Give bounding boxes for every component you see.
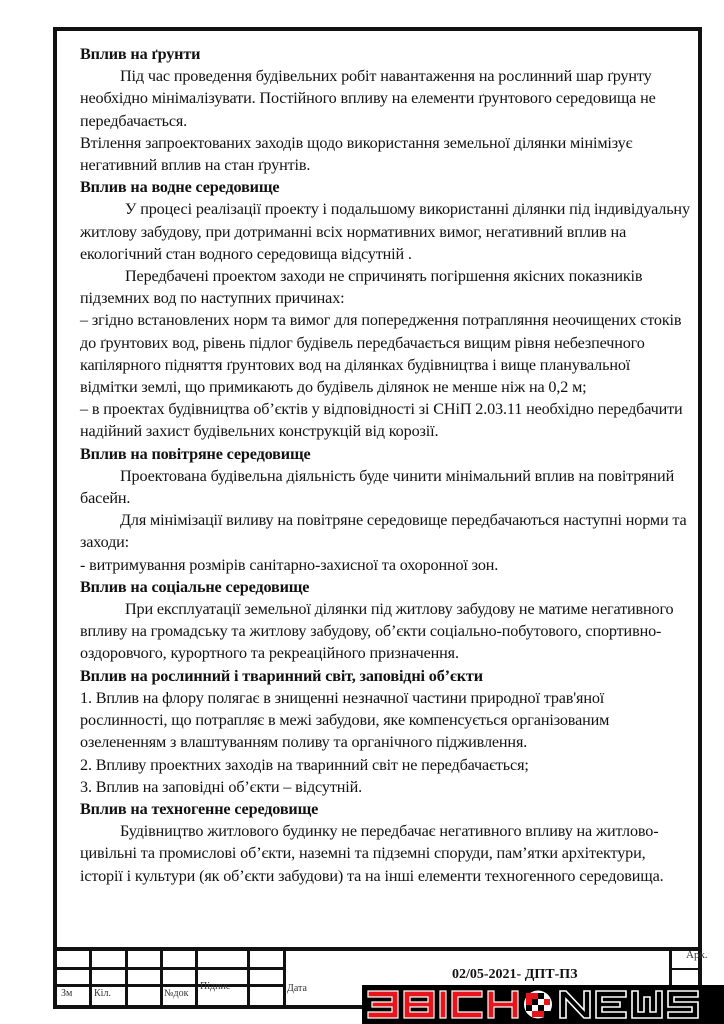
section-heading-technogenic: Вплив на техногенне середовище — [80, 799, 319, 818]
paragraph: Проектована будівельна діяльність буде чинити мінімальний вплив на повітряний басейн. — [80, 466, 675, 508]
label-change: Зм — [61, 988, 73, 999]
paragraph: Під час проведення будівельних робіт навантаження на рослинний шар ґрунту необхідно мінімалізувати. Постійного впливу на елементи ґрунтового середовища не передбачається. — [80, 67, 656, 130]
list-item: 3. Вплив на заповідні об’єкти – відсутній. — [80, 777, 363, 796]
title-block-divider — [247, 951, 250, 1005]
list-item: – згідно встановлених норм та вимог для попередження потрапляння неочищених стоків до ґрунтових вод, рівень підлог будівель передбачається вищим рівня небезпечного капілярного підняття ґрунтових вод на ділянках будівництва і вище планувальної відмітки землі, що примикають до будівель ділянок не менше ніж на 0,2 м; — [80, 311, 682, 397]
section-heading-water: Вплив на водне середовище — [80, 178, 280, 197]
label-date: Дата — [287, 983, 307, 994]
paragraph: Втілення запроектованих заходів щодо використання земельної ділянки мінімізує негативний вплив на стан ґрунтів. — [80, 133, 633, 175]
paragraph: Для мінімізації виливу на повітряне середовище передбачаються наступні норми та заходи: — [80, 511, 687, 552]
list-item: - витримування розмірів санітарно-захисної та охоронної зон. — [80, 555, 499, 574]
logo-letter-i — [440, 991, 446, 1018]
zvisno-news-logo — [362, 985, 724, 1024]
paragraph: При експлуатації земельної ділянки під житлову забудову не матиме негативного впливу на громадську та житлову забудову, об’єкти соціально-побутового, спортивно-оздоровчого, курортного та рекреаційного призначення. — [80, 600, 674, 663]
title-block-divider — [283, 951, 286, 1005]
title-block-row-line — [57, 967, 286, 970]
title-block-row-line — [669, 968, 702, 970]
list-item: – в проектах будівництва об’єктів у відповідності зі СНіП 2.03.11 необхідно передбачити надійний захист будівельних конструкцій від корозії. — [80, 400, 683, 441]
title-block-divider — [89, 951, 92, 1005]
paragraph: У процесі реалізації проекту і подальшому використанні ділянки під індивідуальну житлову забудову, при дотриманні всіх нормативних вимог, негативний вплив на екологічний стан водного середовища відсутній . — [80, 200, 690, 263]
logo-letter-v — [404, 991, 434, 1018]
title-block-divider — [160, 951, 163, 1005]
section-heading-soil: Вплив на ґрунти — [80, 45, 201, 63]
logo-checker-o — [524, 991, 552, 1019]
paragraph: Будівництво житлового будинку не передбачає негативного впливу на житлово-цивільні та промислові об’єкти, наземні та підземні споруди, пам’ятки архітектури, історії і культури (як об’єкти забудови) та на інші елементи техногенного середовища. — [80, 822, 664, 885]
paragraph: Передбачені проектом заходи не спричинять погіршення якісних показників підземних вод по наступних причинах: — [80, 267, 643, 308]
watermark-logo — [362, 985, 724, 1024]
label-signature: Підпис — [200, 981, 231, 992]
logo-letter-news-s — [668, 991, 698, 1018]
logo-letter-news-w — [632, 991, 662, 1018]
title-block-row-line — [57, 984, 286, 987]
title-block-divider — [195, 951, 198, 1005]
section-heading-air: Вплив на повітряне середовище — [80, 444, 311, 463]
logo-letter-news-e — [596, 991, 626, 1018]
list-item: 2. Впливу проектних заходів на тваринний світ не передбачається; — [80, 755, 529, 774]
section-heading-flora-fauna: Вплив на рослинний і тваринний світ, заповідні об’єкти — [80, 666, 483, 685]
label-quantity: Кіл. — [94, 988, 111, 999]
list-item: 1. Вплив на флору полягає в знищенні незначної частини природної трав'яної рослинності, що потрапляє в межі забудови, яке компенсується організованим озелененням з влаштуванням поливу та органічного підживлення. — [80, 688, 610, 752]
title-block-divider — [125, 951, 128, 1005]
sheet-label: Арк. — [686, 949, 708, 961]
logo-letter-s — [452, 991, 482, 1018]
section-heading-social: Вплив на соціальне середовище — [80, 577, 310, 596]
label-doc-number: №док — [164, 988, 189, 999]
document-code: 02/05-2021- ДПТ-ПЗ — [452, 967, 578, 982]
logo-letter-news-n — [560, 991, 590, 1018]
logo-letter-n — [488, 991, 518, 1018]
logo-letter-z — [368, 991, 398, 1018]
document-body — [80, 43, 690, 887]
